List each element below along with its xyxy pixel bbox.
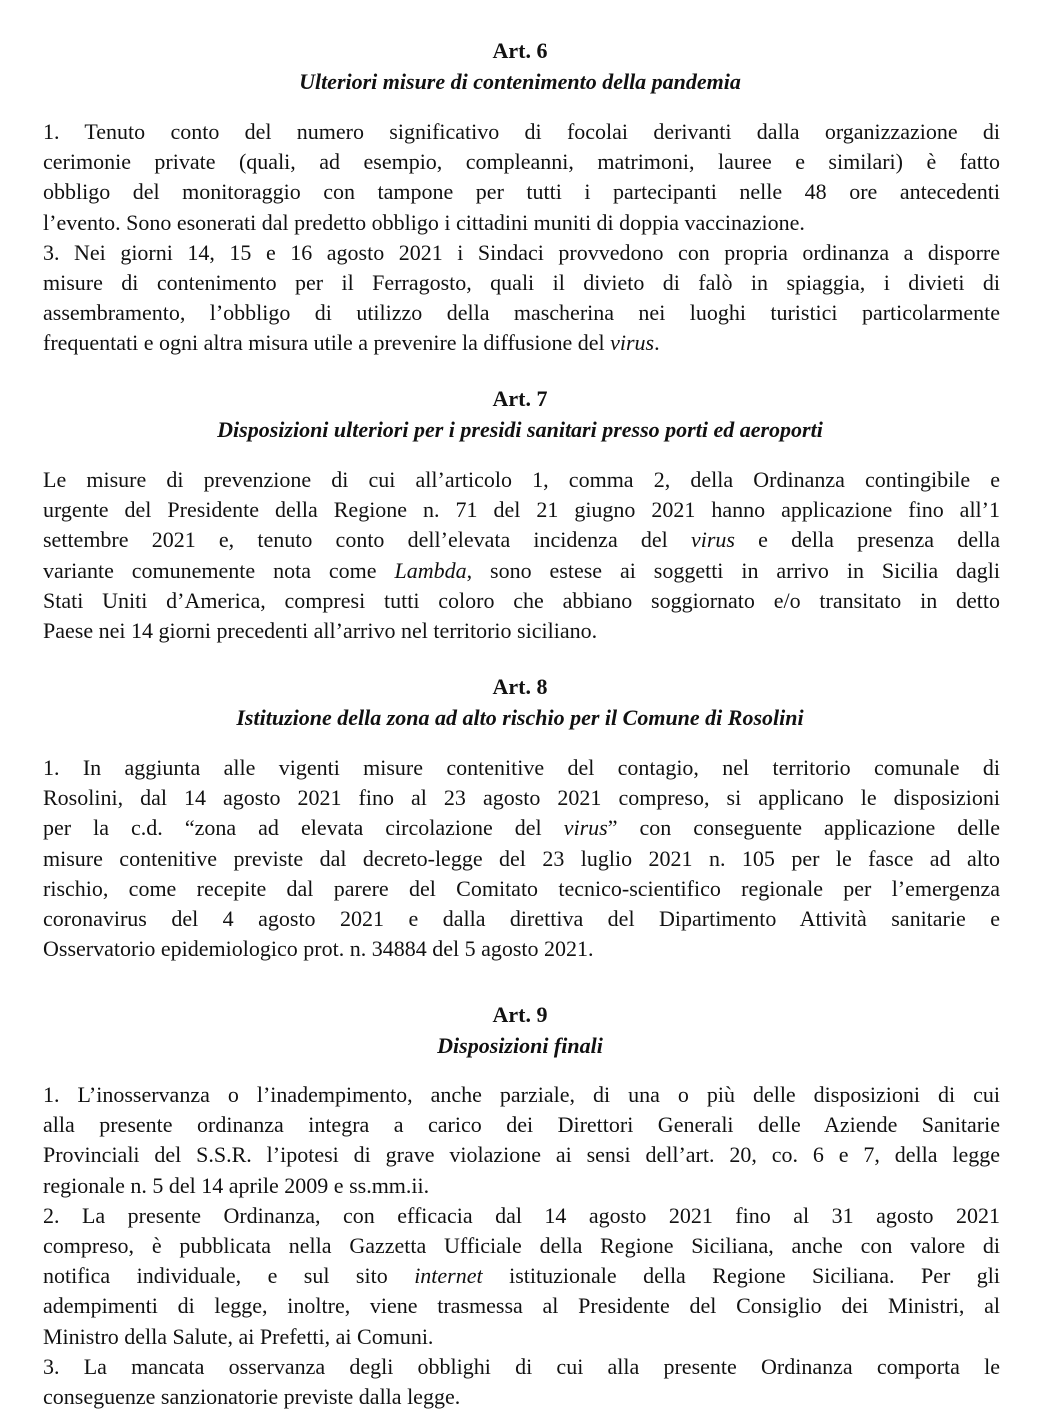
text-segment: , sono estese ai soggetti in arrivo in Sicilia dagli xyxy=(466,558,1001,583)
body-text-line xyxy=(43,586,1000,616)
body-text-line xyxy=(43,495,1000,525)
italic-term: virus xyxy=(610,330,655,355)
text-segment: cerimonie private (quali, ad esempio, compleanni, matrimoni, lauree e similari) è fatto xyxy=(43,149,1000,174)
text-segment: 2. La presente Ordinanza, con efficacia dal 14 agosto 2021 fino al 31 agosto 2021 xyxy=(43,1203,1000,1228)
body-text-line xyxy=(43,177,1000,207)
body-text-line xyxy=(43,874,1000,904)
article-title: Disposizioni ulteriori per i presidi sanitari presso porti ed aeroporti xyxy=(217,417,823,442)
text-segment: l’evento. Sono esonerati dal predetto obbligo i cittadini muniti di doppia vaccinazione. xyxy=(43,210,805,235)
body-text-line xyxy=(43,147,1000,177)
article-title: Ulteriori misure di contenimento della pandemia xyxy=(299,69,741,94)
text-segment: 1. Tenuto conto del numero significativo di focolai derivanti dalla organizzazione di xyxy=(43,119,1000,144)
text-segment: regionale n. 5 del 14 aprile 2009 e ss.mm.ii. xyxy=(43,1173,430,1198)
text-segment: notifica individuale, e sul sito xyxy=(43,1263,415,1288)
text-segment: Le misure di prevenzione di cui all’articolo 1, comma 2, della Ordinanza contingibile e xyxy=(43,467,1000,492)
text-segment: rischio, come recepite dal parere del Comitato tecnico-scientifico regionale per l’emergenza xyxy=(43,876,1000,901)
text-segment: adempimenti di legge, inoltre, viene trasmessa al Presidente del Consiglio dei Ministri, al xyxy=(43,1293,1000,1318)
body-text-line xyxy=(43,1140,1000,1170)
body-text-line xyxy=(43,1352,1000,1382)
body-text-line xyxy=(43,1322,1000,1352)
body-text-line xyxy=(43,525,1000,555)
article-title: Istituzione della zona ad alto rischio per il Comune di Rosolini xyxy=(236,705,804,730)
article-number: Art. 8 xyxy=(492,674,548,699)
italic-term: internet xyxy=(414,1263,483,1288)
text-segment: compreso, è pubblicata nella Gazzetta Ufficiale della Regione Siciliana, anche con valore di xyxy=(43,1233,1000,1258)
body-text-line xyxy=(43,1382,1000,1412)
text-segment: variante comunemente nota come xyxy=(43,558,395,583)
text-segment: e della presenza della xyxy=(734,527,1000,552)
body-text-line xyxy=(43,904,1000,934)
body-text-line xyxy=(43,813,1000,843)
article-number: Art. 9 xyxy=(492,1002,548,1027)
text-segment: per la c.d. “zona ad elevata circolazione del xyxy=(43,815,564,840)
text-segment: 1. L’inosservanza o l’inadempimento, anche parziale, di una o più delle disposizioni di cui xyxy=(43,1082,1000,1107)
text-segment: misure contenitive previste dal decreto-legge del 23 luglio 2021 n. 105 per le fasce ad alto xyxy=(43,846,1000,871)
text-segment: 3. Nei giorni 14, 15 e 16 agosto 2021 i Sindaci provvedono con propria ordinanza a disporre xyxy=(43,240,1000,265)
text-segment: misure di contenimento per il Ferragosto, quali il divieto di falò in spiaggia, i divieti di xyxy=(43,270,1000,295)
body-text-line xyxy=(43,1110,1000,1140)
body-text-line xyxy=(43,556,1000,586)
body-text-line xyxy=(43,298,1000,328)
italic-term: virus xyxy=(690,527,735,552)
body-text-line xyxy=(43,1201,1000,1231)
body-text-line xyxy=(43,208,1000,238)
text-segment: Osservatorio epidemiologico prot. n. 34884 del 5 agosto 2021. xyxy=(43,936,594,961)
text-segment: Stati Uniti d’America, compresi tutti coloro che abbiano soggiornato e/o transitato in detto xyxy=(43,588,1000,613)
body-text-line xyxy=(43,117,1000,147)
body-text-line xyxy=(43,934,1000,964)
body-text-line xyxy=(43,1080,1000,1110)
text-segment: obbligo del monitoraggio con tampone per tutti i partecipanti nelle 48 ore antecedenti xyxy=(43,179,1000,204)
text-segment: 1. In aggiunta alle vigenti misure contenitive del contagio, nel territorio comunale di xyxy=(43,755,1000,780)
text-segment: 3. La mancata osservanza degli obblighi di cui alla presente Ordinanza comporta le xyxy=(43,1354,1000,1379)
text-segment: alla presente ordinanza integra a carico dei Direttori Generali delle Aziende Sanitarie xyxy=(43,1112,1000,1137)
body-text-line xyxy=(43,1291,1000,1321)
body-text-line xyxy=(43,783,1000,813)
article-number: Art. 6 xyxy=(492,38,548,63)
article-title: Disposizioni finali xyxy=(437,1033,603,1058)
text-segment: coronavirus del 4 agosto 2021 e dalla direttiva del Dipartimento Attività sanitarie e xyxy=(43,906,1000,931)
body-text-line xyxy=(43,844,1000,874)
body-text-line xyxy=(43,1231,1000,1261)
body-text-line xyxy=(43,1261,1000,1291)
text-segment: urgente del Presidente della Regione n. 71 del 21 giugno 2021 hanno applicazione fino all’1 xyxy=(43,497,1000,522)
body-text-line xyxy=(43,465,1000,495)
text-segment: istituzionale della Regione Siciliana. Per gli xyxy=(482,1263,1000,1288)
text-segment: conseguenze sanzionatorie previste dalla legge. xyxy=(43,1384,461,1409)
text-segment: Provinciali del S.S.R. l’ipotesi di grave violazione ai sensi dell’art. 20, co. 6 e 7, della legge xyxy=(43,1142,1000,1167)
text-segment: frequentati e ogni altra misura utile a prevenire la diffusione del xyxy=(43,330,611,355)
body-text-line xyxy=(43,268,1000,298)
italic-term: virus xyxy=(563,815,608,840)
body-text-line xyxy=(43,328,1000,358)
body-text-line xyxy=(43,616,1000,646)
text-segment: Ministro della Salute, ai Prefetti, ai Comuni. xyxy=(43,1324,434,1349)
italic-term: Lambda xyxy=(394,558,467,583)
text-segment: ” con conseguente applicazione delle xyxy=(607,815,1000,840)
text-segment: . xyxy=(654,330,660,355)
text-segment: Rosolini, dal 14 agosto 2021 fino al 23 agosto 2021 compreso, si applicano le disposizioni xyxy=(43,785,1000,810)
text-segment: Paese nei 14 giorni precedenti all’arrivo nel territorio siciliano. xyxy=(43,618,598,643)
body-text-line xyxy=(43,753,1000,783)
article-number: Art. 7 xyxy=(492,386,548,411)
text-segment: assembramento, l’obbligo di utilizzo della mascherina nei luoghi turistici particolarmente xyxy=(43,300,1000,325)
text-segment: settembre 2021 e, tenuto conto dell’elevata incidenza del xyxy=(43,527,691,552)
body-text-line xyxy=(43,1171,1000,1201)
body-text-line xyxy=(43,238,1000,268)
